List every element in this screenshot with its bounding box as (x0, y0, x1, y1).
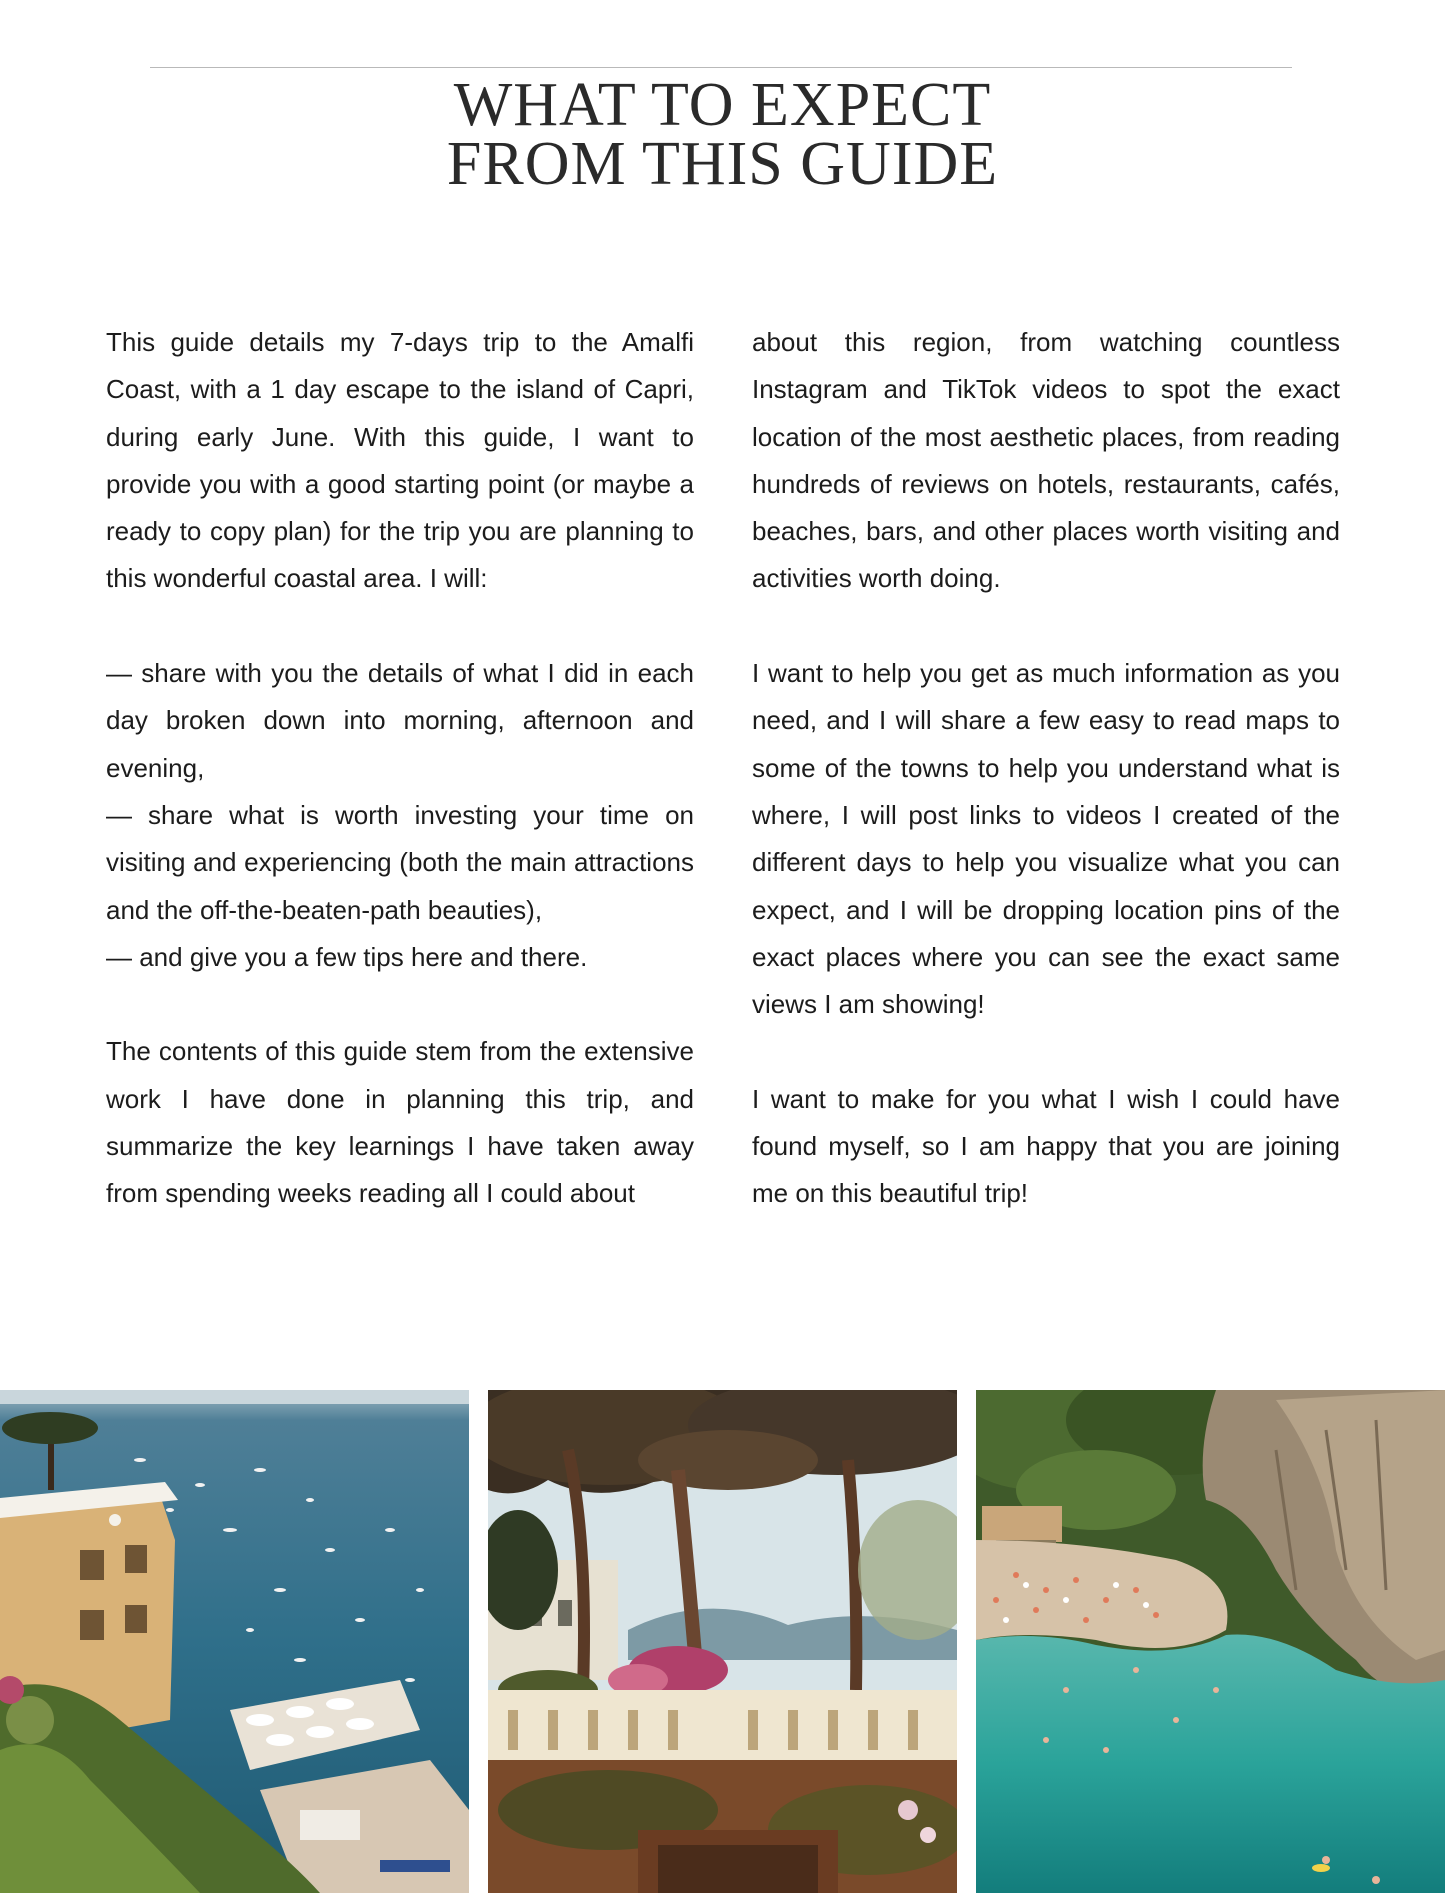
page-title (0, 71, 1445, 198)
page-title-line-1: WHAT TO EXPECT (453, 71, 992, 139)
positano-coast-photo (0, 1390, 469, 1893)
contents-paragraph: The contents of this guide stem from the extensive work I have done in planning this trip, and summarize the key learnings I have taken away from spending weeks reading all I could about (106, 1036, 694, 1209)
right-text-column (752, 319, 1340, 1218)
page-title-line-2: FROM THIS GUIDE (446, 130, 999, 198)
bullet-item: — share what is worth investing your time on visiting and experiencing (both the main attractions and the off-the-beaten-path beauties), (106, 799, 694, 925)
positano-coast-illustration (0, 1390, 469, 1893)
intro-paragraph: This guide details my 7-days trip to the Amalfi Coast, with a 1 day escape to the island of Capri, during early June. With this guide, I want to provide you with a good starting point (or maybe a ready to copy plan) for the trip you are planning to this wonderful coastal area. I will: (106, 327, 694, 594)
header-divider (150, 67, 1292, 68)
furore-beach-photo (976, 1390, 1445, 1893)
continuation-paragraph: about this region, from watching countless Instagram and TikTok videos to spot the exact location of the most aesthetic places, from reading hundreds of reviews on hotels, restaurants, cafés, beaches, bars, and other places worth visiting and activities worth doing. (752, 327, 1340, 594)
ravello-garden-illustration (488, 1390, 957, 1893)
help-paragraph: I want to help you get as much information as you need, and I will share a few easy to read maps to some of the towns to help you understand what is where, I will post links to videos I created of the different days to help you visualize what you can expect, and I will be dropping location pins of the exact places where you can see the exact same views I am showing! (752, 658, 1340, 1020)
closing-paragraph: I want to make for you what I wish I could have found myself, so I am happy that you are joining me on this beautiful trip! (752, 1083, 1340, 1209)
bullet-item: — and give you a few tips here and there. (106, 941, 588, 972)
furore-beach-illustration (976, 1390, 1445, 1893)
bullet-item: — share with you the details of what I did in each day broken down into morning, afternoon and evening, (106, 658, 694, 783)
left-text-column (106, 319, 694, 1218)
ravello-garden-photo (488, 1390, 957, 1893)
